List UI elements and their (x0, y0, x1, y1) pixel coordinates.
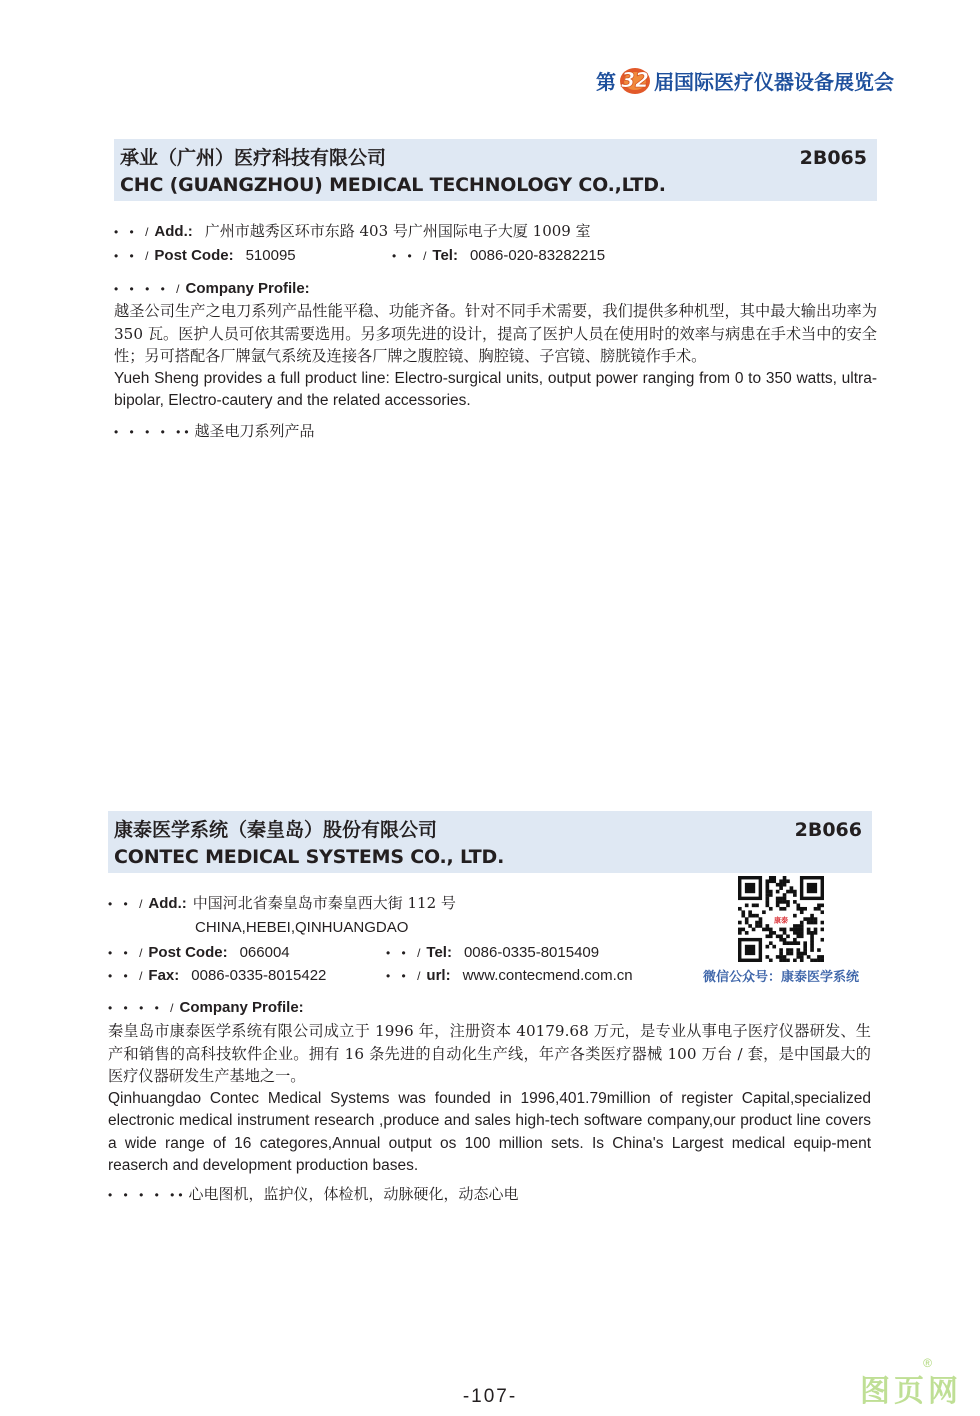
address-value-en: CHINA,HEBEI,QINHUANGDAO (195, 919, 409, 936)
qr-code-icon (738, 876, 824, 962)
tel-label: Tel (426, 944, 447, 961)
products-row (114, 421, 315, 442)
postcode-row: • • / Post Code : 066004 (108, 944, 290, 961)
company-name-cn: 康泰医学系统（秦皇岛）股份有限公司 (114, 819, 438, 841)
profile-text-cn: 越圣公司生产之电刀系列产品性能平稳、功能齐备。针对不同手术需要，我们提供多种机型，其中最大输出功率为 350 瓦。医护人员可依其需要选用。另多项先进的设计，提高了医护人员在使用时的效率与病患在手术当中的安全性；另可搭配各厂牌氩气系统及连接各厂牌之腹腔镜、胸腔镜、子宫镜、膀胱镜作手术。 (114, 302, 877, 365)
profile-label: Company Profile (185, 280, 305, 297)
company-title-bar (108, 811, 872, 873)
profile-label-row: • • • • / Company Profile : (108, 999, 304, 1016)
address-row: • • / Add. : 广州市越秀区环市东路 403 号广州国际电子大厦 1009 室 (114, 222, 591, 240)
session-number: 32 (621, 68, 649, 92)
qr-center-label: 康泰 (774, 916, 788, 925)
bullet-marks: • • / (386, 969, 425, 983)
fax-value: 0086-0335-8015422 (191, 967, 327, 984)
postcode-row: • • / Post Code : 510095 (114, 247, 296, 264)
fax-label: Fax (148, 967, 175, 984)
tel-row: • • / Tel : 0086-020-83282215 (392, 247, 606, 264)
fax-row: • • / Fax : 0086-0335-8015422 (108, 967, 327, 984)
bullet-marks: • • • • •• (108, 1188, 187, 1202)
bullet-marks: • • / (114, 225, 153, 239)
profile-text-en: Yueh Sheng provides a full product line: Electro-surgical units, output power ranging from 0 to 350 watts, ultra-bipolar, Electro-cautery and the related accessories. (114, 369, 877, 409)
bullet-marks: • • • • / (114, 282, 184, 296)
bullet-marks: • • / (108, 897, 147, 911)
company-entry-2 (108, 811, 872, 873)
bullet-marks: • • / (392, 249, 431, 263)
products-text: 越圣电刀系列产品 (194, 422, 315, 440)
profile-text-cn: 秦皇岛市康泰医学系统有限公司成立于 1996 年，注册资本 40179.68 万元，是专业从事电子医疗仪器研发、生产和销售的高科技软件企业。拥有 16 条先进的自动化生产线，年产各类医疗器械 100 万台 / 套，是中国最大的医疗仪器研发生产基地之一。 (108, 1022, 871, 1085)
session-number-badge (618, 63, 652, 97)
company-title-bar (114, 139, 877, 201)
url-link[interactable]: www.contecmend.com.cn (462, 967, 633, 984)
address-label: Add. (148, 895, 182, 912)
watermark-logo: 图页网 (860, 1374, 962, 1409)
profile-text-en: Qinhuangdao Contec Medical Systems was founded in 1996,401.79million of register Capital,specialized electronic medical instrument research ,produce and sales high-tech software company,our product line covers a wide range of 16 categores,Annual output os 100 million sets. Is China's Largest medical equip-ment reaserch and development production bases. (108, 1089, 871, 1174)
tel-value: 0086-020-83282215 (469, 247, 606, 264)
company-name-cn: 承业（广州）医疗科技有限公司 (120, 147, 387, 169)
qr-caption: 微信公众号：康泰医学系统 (702, 970, 859, 985)
wechat-qr-block (690, 876, 872, 985)
profile-label-row: • • • • / Company Profile : (114, 280, 310, 297)
bullet-marks: • • / (386, 946, 425, 960)
tel-row: • • / Tel : 0086-0335-8015409 (386, 944, 600, 961)
company-profile (108, 1020, 871, 1178)
page-number: -107- (462, 1386, 518, 1407)
booth-number: 2B065 (799, 147, 867, 169)
postcode-value: 510095 (245, 247, 296, 264)
bullet-marks: • • • • / (108, 1001, 178, 1015)
tel-label: Tel (432, 247, 453, 264)
address-label: Add. (154, 223, 188, 240)
bullet-marks: • • / (114, 249, 153, 263)
header-title: 届国际医疗仪器设备展览会 (654, 69, 894, 94)
address-row: • • / Add. : 中国河北省秦皇岛市秦皇西大街 112 号 (108, 894, 456, 912)
url-label: url (426, 967, 446, 984)
registered-mark: ® (923, 1356, 932, 1370)
bullet-marks: • • / (108, 969, 147, 983)
tel-value: 0086-0335-8015409 (463, 944, 600, 961)
address-value: 广州市越秀区环市东路 403 号广州国际电子大厦 1009 室 (204, 222, 591, 240)
postcode-label: Post Code (148, 944, 223, 961)
postcode-label: Post Code (154, 247, 229, 264)
bullet-marks: • • • • •• (114, 425, 193, 439)
company-name-en: CONTEC MEDICAL SYSTEMS CO., LTD. (114, 846, 505, 868)
page-header (596, 60, 894, 100)
postcode-value: 066004 (239, 944, 290, 961)
company-entry-1 (114, 139, 877, 201)
url-row: • • / url : www.contecmend.com.cn (386, 967, 633, 984)
address-value: 中国河北省秦皇岛市秦皇西大街 112 号 (192, 894, 456, 912)
products-text: 心电图机，监护仪，体检机，动脉硬化，动态心电 (188, 1185, 519, 1203)
address-row-en (195, 918, 408, 938)
bullet-marks: • • / (108, 946, 147, 960)
products-row (108, 1184, 519, 1205)
profile-label: Company Profile (179, 999, 299, 1016)
booth-number: 2B066 (794, 819, 862, 841)
company-profile (114, 300, 877, 413)
header-prefix: 第 (596, 69, 616, 94)
company-name-en: CHC (GUANGZHOU) MEDICAL TECHNOLOGY CO.,LTD. (120, 174, 666, 196)
